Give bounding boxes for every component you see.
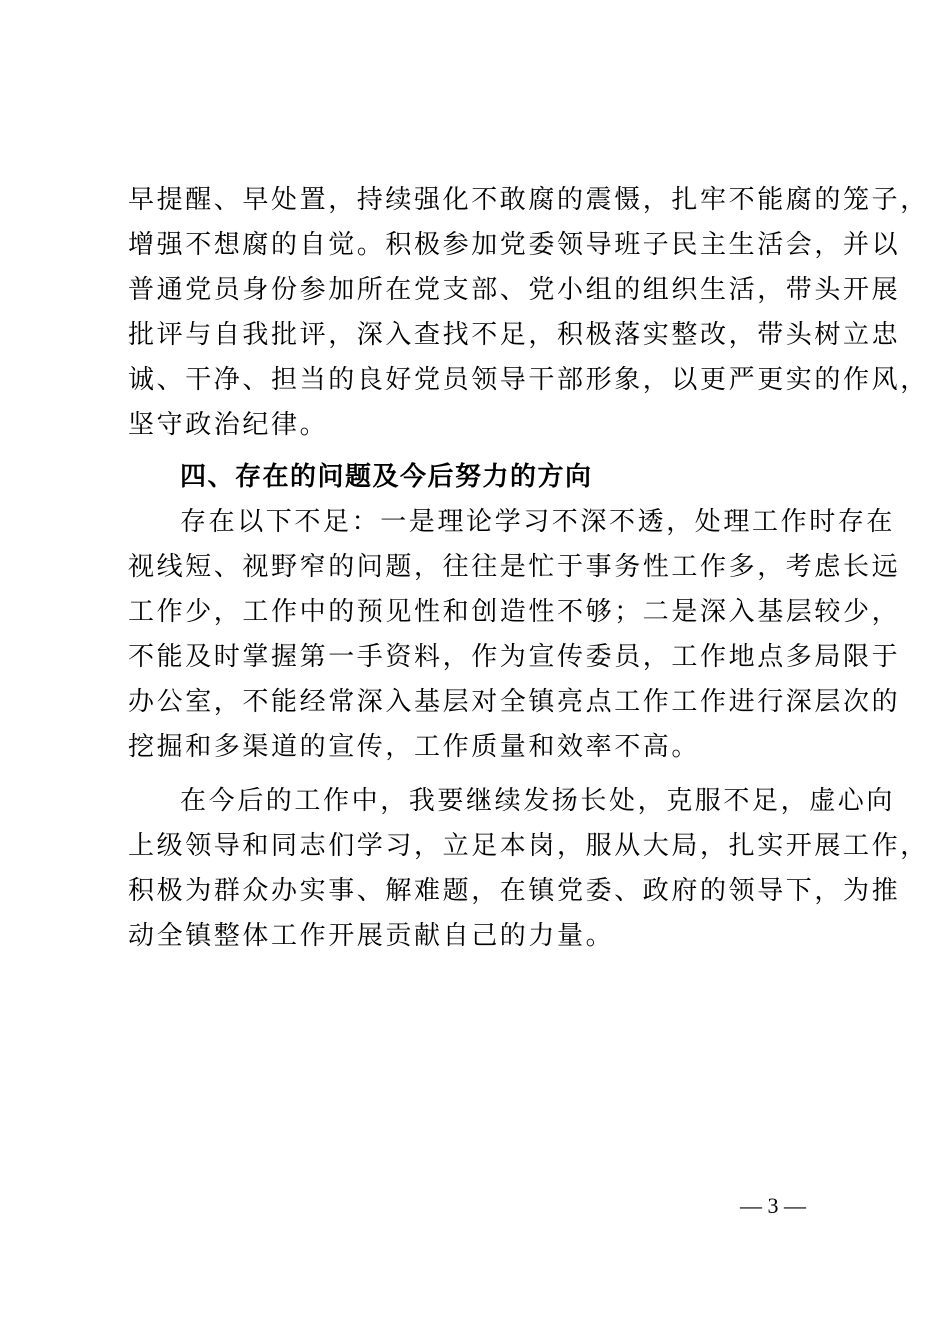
paragraph-line: 积极为群众办实事、解难题，在镇党委、政府的领导下，为推	[128, 876, 901, 906]
paragraph-line: 动全镇整体工作开展贡献自己的力量。	[128, 921, 615, 951]
paragraph-line: 早提醒、早处置，持续强化不敢腐的震慑，扎牢不能腐的笼子，	[128, 185, 929, 215]
section-heading: 四、存在的问题及今后努力的方向	[180, 462, 593, 492]
paragraph-line: 办公室，不能经常深入基层对全镇亮点工作工作进行深层次的	[128, 687, 901, 717]
paragraph-line: 普通党员身份参加所在党支部、党小组的组织生活，带头开展	[128, 275, 901, 305]
paragraph-line: 工作少，工作中的预见性和创造性不够；二是深入基层较少，	[128, 597, 901, 627]
paragraph-line: 上级领导和同志们学习，立足本岗，服从大局，扎实开展工作，	[128, 831, 929, 861]
paragraph-line: 不能及时掌握第一手资料，作为宣传委员，工作地点多局限于	[128, 642, 901, 672]
paragraph-line: 挖掘和多渠道的宣传，工作质量和效率不高。	[128, 732, 701, 762]
paragraph-line: 坚守政治纪律。	[128, 410, 329, 440]
paragraph-line: 在今后的工作中，我要继续发扬长处，克服不足，虚心向	[180, 786, 896, 816]
paragraph-line: 视线短、视野窄的问题，往往是忙于事务性工作多，考虑长远	[128, 552, 901, 582]
paragraph-line: 增强不想腐的自觉。积极参加党委领导班子民主生活会，并以	[128, 230, 901, 260]
paragraph-line: 批评与自我批评，深入查找不足，积极落实整改，带头树立忠	[128, 320, 901, 350]
paragraph-line: 存在以下不足：一是理论学习不深不透，处理工作时存在	[180, 507, 896, 537]
page-number: — 3 —	[740, 1193, 806, 1218]
paragraph-line: 诚、干净、担当的良好党员领导干部形象，以更严更实的作风，	[128, 365, 929, 395]
